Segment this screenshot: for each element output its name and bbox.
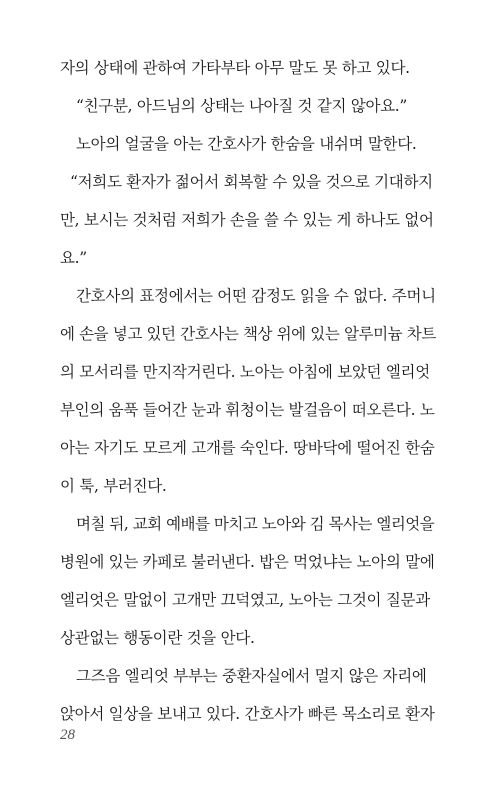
text-line: 요.” <box>60 249 87 267</box>
text-line: 병원에 있는 카페로 불러낸다. 밥은 먹었냐는 노아의 말에 <box>60 553 435 571</box>
text-line: 부인의 움푹 들어간 눈과 휘청이는 발걸음이 떠오른다. 노 <box>60 401 435 419</box>
text-line: 아는 자기도 모르게 고개를 숙인다. 땅바닥에 떨어진 한숨 <box>60 439 435 457</box>
text-line: 며칠 뒤, 교회 예배를 마치고 노아와 김 목사는 엘리엇을 <box>76 515 435 533</box>
text-line: “친구분, 아드님의 상태는 나아질 것 같지 않아요.” <box>76 97 408 115</box>
text-line: 이 툭, 부러진다. <box>60 477 167 495</box>
text-line: “저희도 환자가 젊어서 회복할 수 있을 것으로 기대하지 <box>70 173 433 191</box>
text-line: 의 모서리를 만지작거린다. 노아는 아침에 보았던 엘리엇 <box>60 363 430 381</box>
text-line: 자의 상태에 관하여 가타부타 아무 말도 못 하고 있다. <box>60 59 410 77</box>
text-line: 앉아서 일상을 보내고 있다. 간호사가 빠른 목소리로 환자 <box>60 705 435 723</box>
text-line: 상관없는 행동이란 것을 안다. <box>60 629 255 647</box>
text-line: 에 손을 넣고 있던 간호사는 책상 위에 있는 알루미늄 차트 <box>60 325 436 343</box>
page-number: 28 <box>60 727 75 743</box>
text-line: 간호사의 표정에서는 어떤 감정도 읽을 수 없다. 주머니 <box>76 287 436 305</box>
text-line: 엘리엇은 말없이 고개만 끄덕였고, 노아는 그것이 질문과 <box>60 591 430 609</box>
text-line: 그즈음 엘리엇 부부는 중환자실에서 멀지 않은 자리에 <box>76 667 427 685</box>
text-line: 만, 보시는 것처럼 저희가 손을 쓸 수 있는 게 하나도 없어 <box>60 211 434 229</box>
text-line: 노아의 얼굴을 아는 간호사가 한숨을 내쉬며 말한다. <box>76 135 417 153</box>
